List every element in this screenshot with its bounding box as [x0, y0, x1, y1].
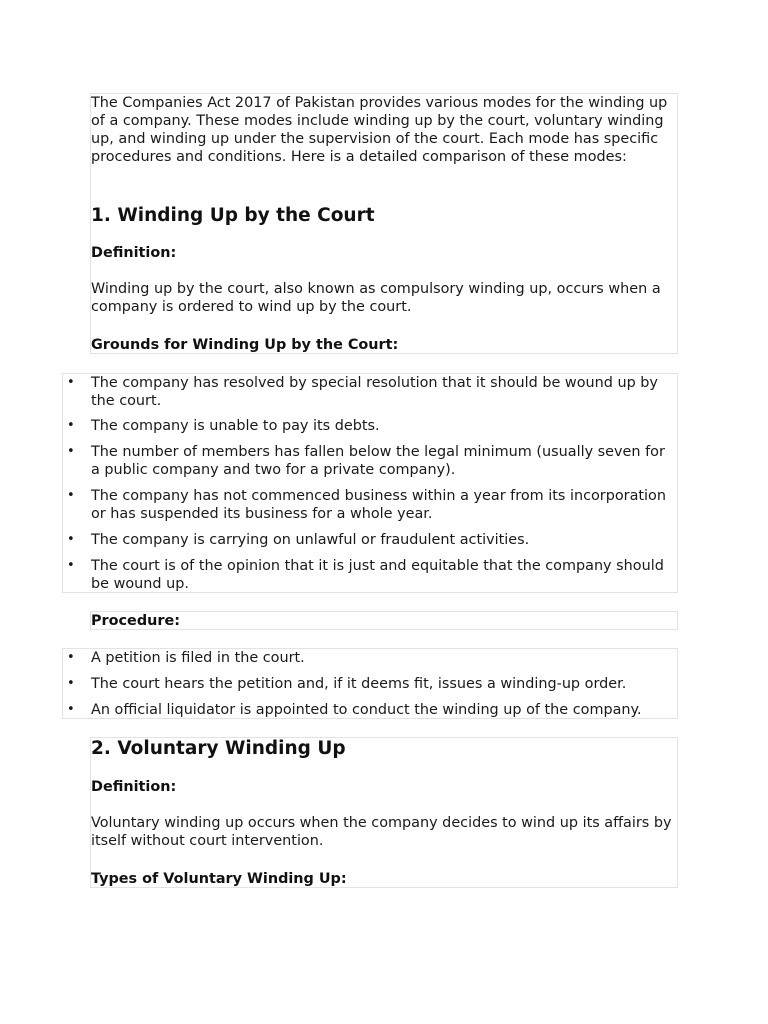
bullet-icon: • [67, 375, 75, 390]
bullet-icon: • [67, 532, 75, 547]
bullet-icon: • [67, 676, 75, 691]
list-item: • The company has not commenced business within a year from its incorporation or has suspended its business for a whole year. [67, 488, 666, 522]
list-item: • A petition is filed in the court. [67, 650, 305, 666]
list-item: • An official liquidator is appointed to conduct the winding up of the company. [67, 702, 642, 718]
section2-definition-label: Definition: [91, 779, 177, 795]
section1-heading: 1. Winding Up by the Court [91, 205, 375, 226]
intro-block [90, 93, 678, 354]
section2-definition-text: Voluntary winding up occurs when the company decides to wind up its affairs by itself without court intervention. [91, 815, 672, 849]
section2-heading: 2. Voluntary Winding Up [91, 738, 346, 759]
bullet-icon: • [67, 418, 75, 433]
list-item: • The company is unable to pay its debts. [67, 418, 380, 434]
section1-definition-label: Definition: [91, 245, 177, 261]
intro-paragraph: The Companies Act 2017 of Pakistan provides various modes for the winding up of a company. These modes include winding up by the court, voluntary winding up, and winding up under the supervision of the court. Each mode has specific procedures and conditions. Here is a detailed comparison of these modes: [91, 95, 668, 165]
section1-grounds-label: Grounds for Winding Up by the Court: [91, 337, 399, 353]
section2-types-label: Types of Voluntary Winding Up: [91, 871, 347, 887]
list-item: • The number of members has fallen below the legal minimum (usually seven for a public company and two for a private company). [67, 444, 665, 478]
list-item: • The company is carrying on unlawful or fraudulent activities. [67, 532, 530, 548]
procedure-list-block [62, 648, 678, 719]
bullet-icon: • [67, 702, 75, 717]
bullet-icon: • [67, 558, 75, 573]
list-item: • The court is of the opinion that it is just and equitable that the company should be wound up. [67, 558, 664, 592]
procedure-label: Procedure: [91, 613, 180, 629]
bullet-icon: • [67, 488, 75, 503]
section2-block [90, 737, 678, 888]
grounds-list-block [62, 373, 678, 593]
list-item: • The court hears the petition and, if it deems fit, issues a winding-up order. [67, 676, 627, 692]
procedure-label-block [90, 611, 678, 630]
bullet-icon: • [67, 444, 75, 459]
list-item: • The company has resolved by special resolution that it should be wound up by the court. [67, 375, 658, 409]
bullet-icon: • [67, 650, 75, 665]
section1-definition-text: Winding up by the court, also known as compulsory winding up, occurs when a company is ordered to wind up by the court. [91, 281, 661, 315]
